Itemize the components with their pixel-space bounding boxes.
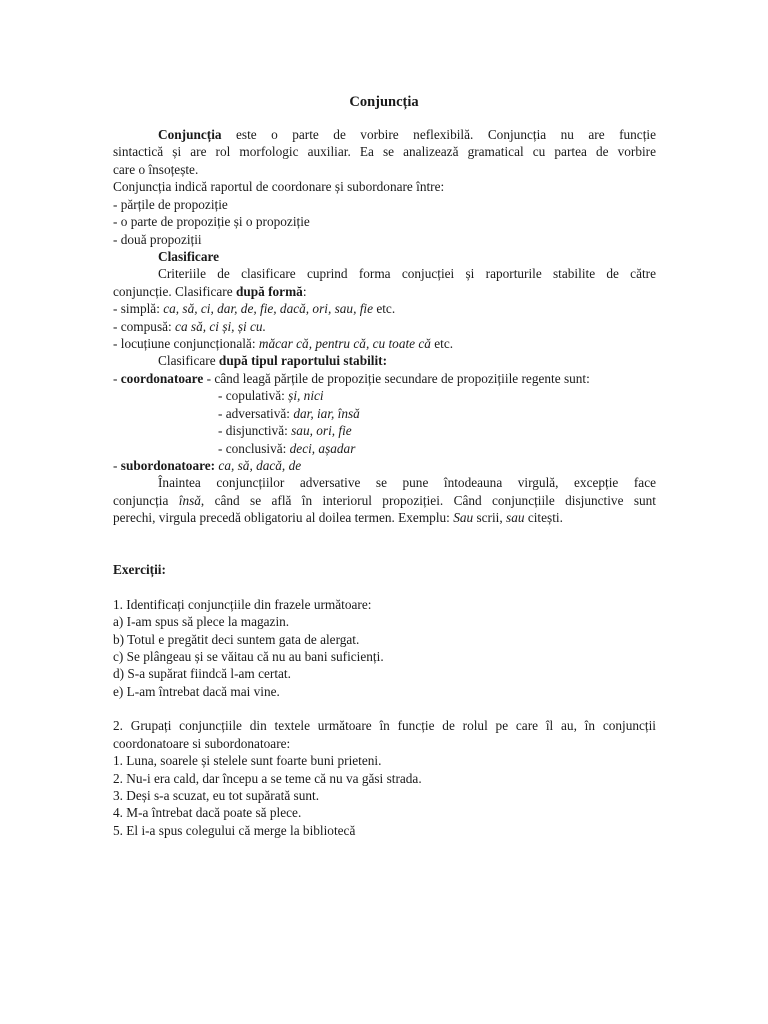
form-compound: - compusă: ca să, ci și, și cu. (113, 319, 266, 334)
exercise-2-title: 2. Grupați conjuncțiile din textele următoare în funcție de rolul pe care îl au, în conjuncții (113, 718, 656, 733)
intro-term: Conjuncția (158, 127, 222, 142)
intro-line-4: Conjuncția indică raportul de coordonare și subordonare între: (113, 179, 445, 194)
coordinating-line: - coordonatoare - când leagă părțile de propoziție secundare de propozițiile regente sunt: (113, 371, 590, 386)
exercise-1-item: b) Totul e pregătit deci suntem gata de alergat. (113, 632, 360, 647)
exercise-1-item: d) S-a supărat fiindcă l-am certat. (113, 666, 291, 681)
exercise-1-item: c) Se plângeau și se văitau că nu au bani suficienți. (113, 649, 384, 664)
clasificare-heading: Clasificare (158, 249, 220, 264)
intro-bullet: - două propoziții (113, 232, 202, 247)
exercise-1-title: 1. Identificați conjuncțiile din frazele următoare: (113, 597, 372, 612)
intro-line-3: care o însoțește. (113, 162, 199, 177)
coordinating-type: - copulativă: și, nici (218, 388, 324, 403)
exercise-2-item: 2. Nu-i era cald, dar începu a se teme că nu va găsi strada. (113, 771, 422, 786)
intro-line-1: Conjuncția este o parte de vorbire neflexibilă. Conjuncția nu are funcție (158, 127, 656, 142)
relation-heading: Clasificare după tipul raportului stabilit: (158, 353, 388, 368)
page-title: Conjuncția (349, 94, 419, 110)
form-locution: - locuțiune conjuncțională: măcar că, pentru că, cu toate că etc. (113, 336, 454, 351)
note-line-3: perechi, virgula precedă obligatoriu al doilea termen. Exemplu: Sau scrii, sau citești. (113, 510, 563, 525)
exercise-2-item: 3. Deși s-a scuzat, eu tot supărată sunt. (113, 788, 320, 803)
exercise-2-item: 4. M-a întrebat dacă poate să plece. (113, 805, 302, 820)
coordinating-type: - adversativă: dar, iar, însă (218, 406, 360, 421)
note-line-2: conjuncția însă, când se află în interiorul propoziției. Când conjuncțiile disjunctive sunt (113, 493, 656, 508)
subordinating-line: - subordonatoare: ca, să, dacă, de (113, 458, 302, 473)
coordinating-type: - conclusivă: deci, așadar (218, 441, 356, 456)
criteria-line-1: Criteriile de clasificare cuprind forma conjucției și raporturile stabilite de către (158, 266, 656, 281)
form-simple: - simplă: ca, să, ci, dar, de, fie, dacă, ori, sau, fie etc. (113, 301, 396, 316)
criteria-line-2: conjuncție. Clasificare după formă: (113, 284, 307, 299)
intro-bullet: - o parte de propoziție și o propoziție (113, 214, 310, 229)
exercises-heading: Exerciții: (113, 562, 166, 577)
exercise-2-item: 1. Luna, soarele și stelele sunt foarte buni prieteni. (113, 753, 382, 768)
coordinating-type: - disjunctivă: sau, ori, fie (218, 423, 352, 438)
intro-line-2: sintactică și are rol morfologic auxiliar. Ea se analizează gramatical cu partea de vorbire (113, 144, 656, 159)
intro-bullet: - părțile de propoziție (113, 197, 228, 212)
exercise-1-item: a) I-am spus să plece la magazin. (113, 614, 290, 629)
exercise-2-item: 5. El i-a spus colegului că merge la bibliotecă (113, 823, 356, 838)
exercise-2-subtitle: coordonatoare si subordonatoare: (113, 736, 291, 751)
exercise-1-item: e) L-am întrebat dacă mai vine. (113, 684, 280, 699)
note-line-1: Înaintea conjuncțiilor adversative se pune întodeauna virgulă, excepție face (158, 475, 656, 490)
